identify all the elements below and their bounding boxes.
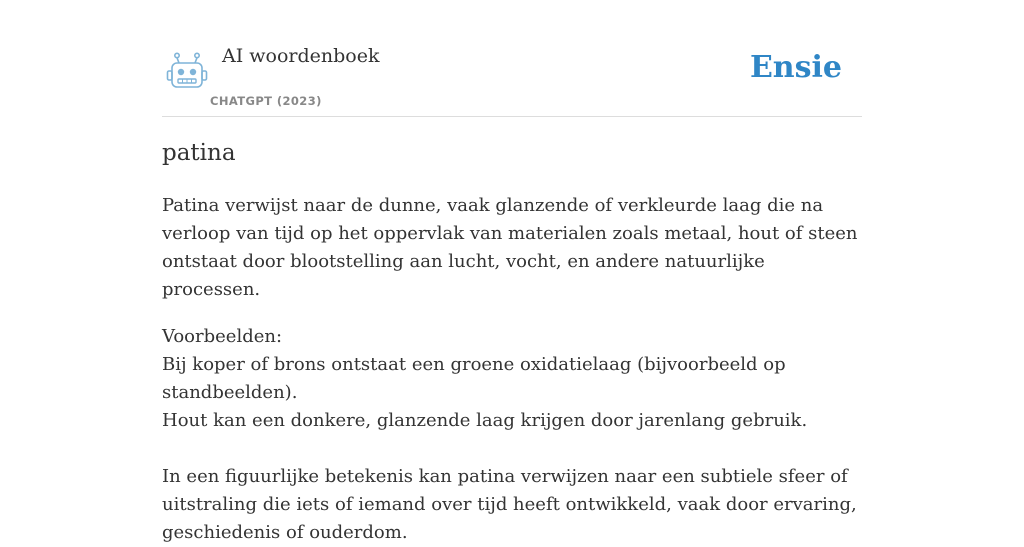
source-subtitle: CHATGPT (2023) — [210, 94, 322, 108]
examples-heading: Voorbeelden: — [162, 326, 283, 347]
ensie-logo[interactable]: Ensie — [749, 50, 842, 85]
figurative-paragraph: In een figuurlijke betekenis kan patina verwijzen naar een subtiele sfeer of uitstraling die iets of iemand over tijd heeft ontwikkeld, vaak door ervaring, geschiedenis of ouderdom. — [162, 466, 857, 543]
example-item: Bij koper of brons ontstaat een groene oxidatielaag (bijvoorbeeld op standbeelden). — [162, 354, 786, 403]
dictionary-card — [162, 0, 862, 543]
example-item: Hout kan een donkere, glanzende laag krijgen door jarenlang gebruik. — [162, 410, 808, 431]
entry-header — [162, 0, 862, 117]
spacer — [162, 435, 862, 463]
entry-definition — [162, 192, 862, 547]
robot-icon — [166, 52, 208, 90]
source-title[interactable]: AI woordenboek — [222, 45, 380, 67]
definition-paragraph: Patina verwijst naar de dunne, vaak glanzende of verkleurde laag die na verloop van tijd op het oppervlak van materialen zoals metaal, hout of steen ontstaat door blootstelling aan lucht, vocht, en andere natuurlijke processen. — [162, 195, 858, 300]
entry-term: patina — [162, 140, 236, 166]
